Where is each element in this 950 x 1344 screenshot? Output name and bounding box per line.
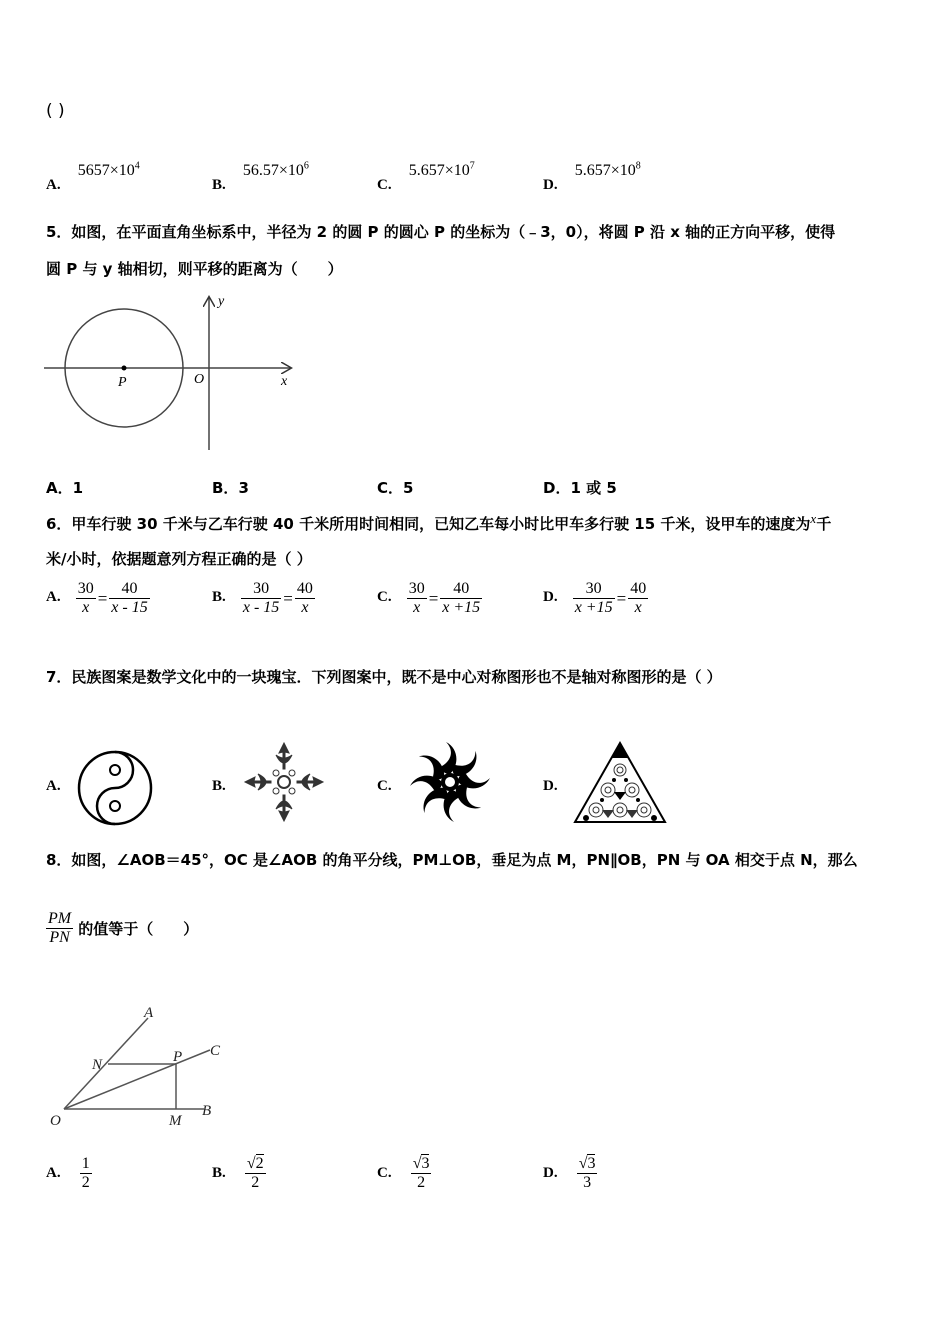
sqrt-sign: √	[578, 1155, 588, 1172]
label-y: y	[218, 294, 225, 309]
q6-choice-d[interactable]	[543, 580, 648, 617]
denominator: x - 15	[111, 599, 148, 616]
mantissa: 56.57	[242, 162, 279, 179]
q7-label-d[interactable]: D.	[543, 778, 558, 794]
q7-label-a[interactable]: A.	[46, 778, 61, 794]
q8-choice-a[interactable]	[46, 1155, 92, 1192]
numerator: 40	[121, 580, 138, 597]
times-sign: ×	[444, 162, 454, 179]
label-b: B	[202, 1103, 212, 1119]
q5-stem-line1: 5．如图，在平面直角坐标系中，半径为 2 的圆 P 的圆心 P 的坐标为（﹣3，0），将圆 P 沿 x 轴的正方向平移，使得	[46, 223, 836, 241]
q6-choice-c[interactable]	[377, 580, 482, 617]
choice-text: 3	[238, 479, 249, 497]
denominator: 2	[81, 1174, 90, 1191]
choice-label: C.	[377, 589, 392, 606]
q5-choice-c[interactable]	[377, 477, 413, 498]
q4-choice-d[interactable]	[543, 160, 641, 193]
choice-label: B.	[212, 589, 226, 606]
denominator: 3	[577, 1173, 598, 1192]
floral-cross-pattern[interactable]	[242, 739, 326, 825]
label-m: M	[169, 1113, 182, 1129]
denominator: x +15	[574, 599, 613, 616]
q8-figure-angle	[44, 1003, 234, 1133]
q7-label-c[interactable]: C.	[377, 778, 392, 794]
radicand: 3	[587, 1155, 596, 1172]
choice-label: A．	[46, 479, 73, 497]
fraction-denominator: PN	[46, 928, 73, 947]
denominator: x	[407, 598, 427, 617]
q4-choice-c[interactable]	[377, 160, 475, 193]
choice-label: C.	[377, 1165, 392, 1181]
equals-sign: =	[428, 588, 439, 608]
q8-stem-text: 的值等于（ ）	[78, 920, 199, 938]
sqrt-sign: √	[412, 1155, 422, 1172]
choice-text: 1 或 5	[570, 479, 617, 497]
base: 10	[287, 162, 304, 179]
q6-choice-a[interactable]	[46, 580, 150, 617]
choice-label: B．	[212, 479, 239, 497]
label-o: O	[194, 372, 205, 387]
choice-label: D.	[543, 1165, 558, 1181]
numerator: 40	[630, 580, 647, 597]
q4-paren: ( )	[46, 101, 65, 121]
numerator: 40	[453, 580, 470, 597]
label-o: O	[50, 1113, 61, 1129]
choice-label: C.	[377, 177, 392, 193]
base: 10	[619, 162, 636, 179]
times-sign: ×	[109, 162, 119, 179]
label-n: N	[92, 1057, 103, 1073]
q7-stem: 7．民族图案是数学文化中的一块瑰宝．下列图案中，既不是中心对称图形也不是轴对称图形的是（ ）	[46, 668, 722, 686]
choice-label: B.	[212, 177, 226, 193]
choice-label: B.	[212, 1165, 226, 1181]
variable-x: x	[810, 511, 817, 526]
denominator: x	[295, 598, 315, 617]
q8-stem-line2	[46, 910, 198, 947]
q6-stem-text: 6．甲车行驶 30 千米与乙车行驶 40 千米所用时间相同，已知乙车每小时比甲车多行驶 15 千米，设甲车的速度为	[46, 515, 811, 533]
radicand: 3	[421, 1155, 430, 1172]
numerator: 30	[408, 580, 425, 597]
q5-figure-circle-axes	[44, 292, 296, 454]
q8-stem-line1: 8．如图，∠AOB＝45°，OC 是∠AOB 的角平分线，PM⊥OB，垂足为点 M，PN∥OB，PN 与 OA 相交于点 N，那么	[46, 851, 858, 869]
base: 10	[453, 162, 470, 179]
q6-stem-line1	[46, 511, 831, 534]
denominator: 2	[411, 1173, 432, 1192]
q5-choice-b[interactable]	[212, 477, 249, 498]
choice-text: 5	[403, 479, 414, 497]
exponent: 6	[303, 160, 309, 172]
choice-text: 1	[72, 479, 84, 497]
q5-choice-d[interactable]	[543, 477, 617, 498]
q8-choice-d[interactable]	[543, 1155, 597, 1192]
numerator: 40	[296, 580, 313, 597]
q8-choice-c[interactable]	[377, 1155, 431, 1192]
numerator: 30	[77, 580, 94, 597]
choice-label: A.	[46, 177, 61, 193]
choice-label: A.	[46, 1165, 61, 1181]
exponent: 4	[134, 160, 140, 172]
fraction-numerator: PM	[48, 910, 72, 927]
denominator: x	[76, 598, 96, 617]
yin-yang-pattern[interactable]	[76, 749, 154, 827]
label-a: A	[144, 1005, 154, 1021]
sqrt-sign: √	[246, 1155, 256, 1172]
mantissa: 5.657	[408, 162, 445, 179]
equals-sign: =	[616, 588, 627, 608]
triangle-mosaic-pattern[interactable]	[572, 740, 668, 826]
radicand: 2	[255, 1155, 264, 1172]
choice-label: D.	[543, 589, 558, 606]
q8-choice-b[interactable]	[212, 1155, 266, 1192]
numerator: 30	[253, 580, 270, 597]
choice-label: C．	[377, 479, 404, 497]
label-c: C	[210, 1043, 221, 1059]
times-sign: ×	[278, 162, 288, 179]
denominator: 2	[245, 1173, 266, 1192]
denominator: x - 15	[242, 599, 280, 616]
equals-sign: =	[283, 588, 293, 608]
center-point-p	[122, 366, 127, 371]
denominator: x +15	[442, 599, 481, 616]
denominator: x	[628, 598, 648, 617]
q4-choice-a[interactable]	[46, 160, 140, 193]
choice-label: A.	[46, 589, 61, 606]
q5-choice-a[interactable]	[46, 477, 83, 498]
q6-choice-b[interactable]	[212, 580, 315, 617]
exponent: 7	[469, 160, 475, 172]
label-x: x	[281, 374, 288, 389]
exponent: 8	[635, 160, 641, 172]
equals-sign: =	[97, 588, 108, 608]
base: 10	[118, 162, 135, 179]
times-sign: ×	[610, 162, 620, 179]
q7-label-b[interactable]: B.	[212, 778, 226, 794]
label-p: P	[173, 1049, 183, 1065]
q4-choice-b[interactable]	[212, 160, 309, 193]
numerator: 30	[585, 580, 602, 597]
q5-stem-line2: 圆 P 与 y 轴相切，则平移的距离为（ ）	[46, 260, 343, 278]
choice-label: D.	[543, 177, 558, 193]
numerator: 1	[81, 1155, 90, 1172]
q6-stem-text-end: 千	[816, 515, 832, 533]
pinwheel-flower-pattern[interactable]	[406, 738, 494, 826]
mantissa: 5.657	[574, 162, 611, 179]
choice-label: D．	[543, 479, 571, 497]
q6-stem-line2: 米/小时，依据题意列方程正确的是（ ）	[46, 550, 312, 568]
mantissa: 5657	[77, 162, 110, 179]
label-p: P	[118, 375, 127, 390]
